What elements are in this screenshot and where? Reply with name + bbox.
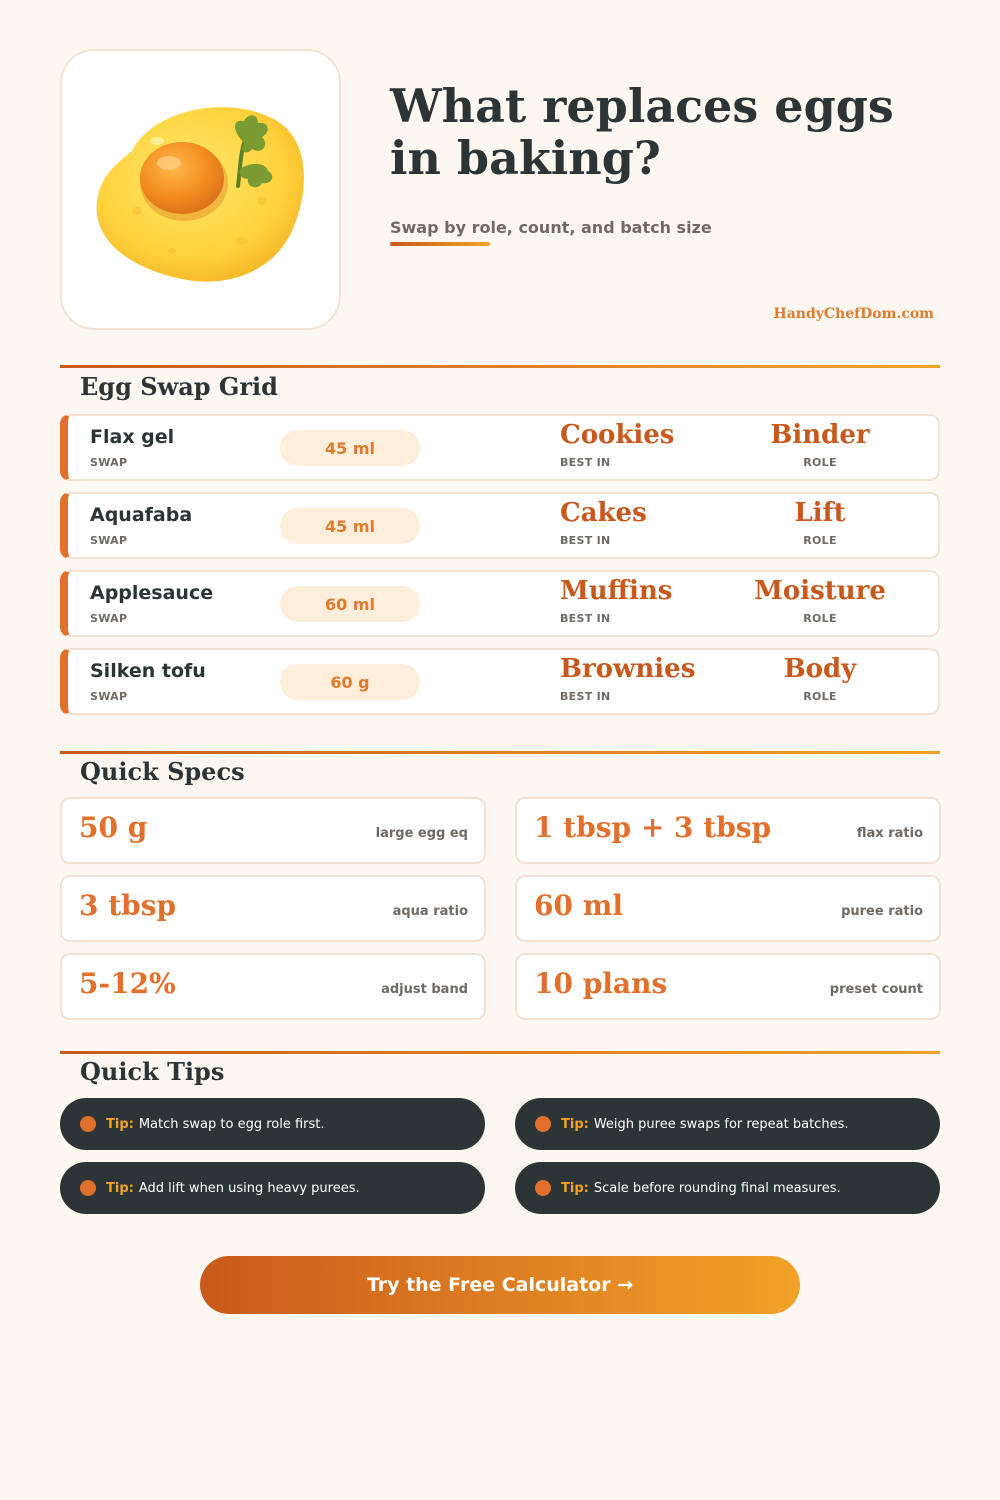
spec-value: 5-12% <box>79 967 176 1000</box>
bullet-dot-icon <box>535 1116 551 1132</box>
role-label: ROLE <box>803 456 837 469</box>
tip-text: Scale before rounding final measures. <box>593 1180 841 1196</box>
amount-pill: 60 g <box>280 664 420 700</box>
role-label: ROLE <box>803 612 837 625</box>
fried-egg-icon <box>62 51 343 332</box>
quick-tips-title: Quick Tips <box>80 1057 225 1086</box>
tip-pill <box>515 1098 940 1150</box>
swap-label: SWAP <box>90 456 128 469</box>
amount-pill: 45 ml <box>280 508 420 544</box>
swap-row <box>60 570 940 637</box>
hero-image-card <box>60 49 341 330</box>
swap-name: Aquafaba <box>90 504 193 526</box>
best-in-label: BEST IN <box>560 534 611 547</box>
brand-name[interactable]: HandyChefDom.com <box>773 306 934 322</box>
spec-value: 50 g <box>79 811 148 844</box>
swap-name: Applesauce <box>90 582 214 604</box>
spec-card <box>60 875 486 942</box>
role-label: ROLE <box>803 690 837 703</box>
bullet-dot-icon <box>535 1180 551 1196</box>
spec-label: aqua ratio <box>392 904 468 919</box>
swap-name: Flax gel <box>90 426 175 448</box>
best-in-label: BEST IN <box>560 690 611 703</box>
best-in-value: Muffins <box>560 576 673 606</box>
spec-value: 10 plans <box>534 967 668 1000</box>
swap-row <box>60 648 940 715</box>
swap-grid-title: Egg Swap Grid <box>80 372 278 401</box>
spec-value: 3 tbsp <box>79 889 177 922</box>
best-in-label: BEST IN <box>560 612 611 625</box>
tip-text: Add lift when using heavy purees. <box>138 1180 360 1196</box>
tip-pill <box>515 1162 940 1214</box>
section-divider <box>60 365 940 368</box>
spec-card <box>60 953 486 1020</box>
swap-row <box>60 492 940 559</box>
role-value: Lift <box>794 498 846 528</box>
spec-label: adjust band <box>381 982 468 997</box>
spec-label: preset count <box>829 982 923 997</box>
spec-card <box>515 953 941 1020</box>
swap-label: SWAP <box>90 612 128 625</box>
bullet-dot-icon <box>80 1116 96 1132</box>
amount-pill: 60 ml <box>280 586 420 622</box>
tip-prefix: Tip: <box>561 1180 589 1196</box>
spec-card <box>515 875 941 942</box>
tip-prefix: Tip: <box>106 1116 134 1132</box>
best-in-value: Brownies <box>560 654 696 684</box>
bullet-dot-icon <box>80 1180 96 1196</box>
amount-pill: 45 ml <box>280 430 420 466</box>
swap-label: SWAP <box>90 534 128 547</box>
tip-prefix: Tip: <box>106 1180 134 1196</box>
tip-pill <box>60 1098 485 1150</box>
best-in-value: Cakes <box>560 498 647 528</box>
subtitle-underline <box>390 242 490 246</box>
swap-row <box>60 414 940 481</box>
best-in-label: BEST IN <box>560 456 611 469</box>
role-value: Binder <box>770 420 870 450</box>
section-divider <box>60 1051 940 1054</box>
best-in-value: Cookies <box>560 420 675 450</box>
spec-value: 1 tbsp + 3 tbsp <box>534 811 772 844</box>
free-calculator-button[interactable]: Try the Free Calculator → <box>200 1256 800 1314</box>
spec-label: puree ratio <box>841 904 923 919</box>
role-value: Moisture <box>754 576 886 606</box>
page-title: What replaces eggs in baking? <box>390 79 894 185</box>
tip-prefix: Tip: <box>561 1116 589 1132</box>
tip-text: Weigh puree swaps for repeat batches. <box>593 1116 849 1132</box>
swap-name: Silken tofu <box>90 660 206 682</box>
page-subtitle: Swap by role, count, and batch size <box>390 218 712 237</box>
spec-label: large egg eq <box>375 826 468 841</box>
spec-value: 60 ml <box>534 889 623 922</box>
section-divider <box>60 751 940 754</box>
spec-card <box>60 797 486 864</box>
spec-card <box>515 797 941 864</box>
spec-label: flax ratio <box>856 826 923 841</box>
tip-pill <box>60 1162 485 1214</box>
tip-text: Match swap to egg role first. <box>138 1116 325 1132</box>
role-label: ROLE <box>803 534 837 547</box>
swap-label: SWAP <box>90 690 128 703</box>
quick-specs-title: Quick Specs <box>80 757 245 786</box>
role-value: Body <box>783 654 857 684</box>
